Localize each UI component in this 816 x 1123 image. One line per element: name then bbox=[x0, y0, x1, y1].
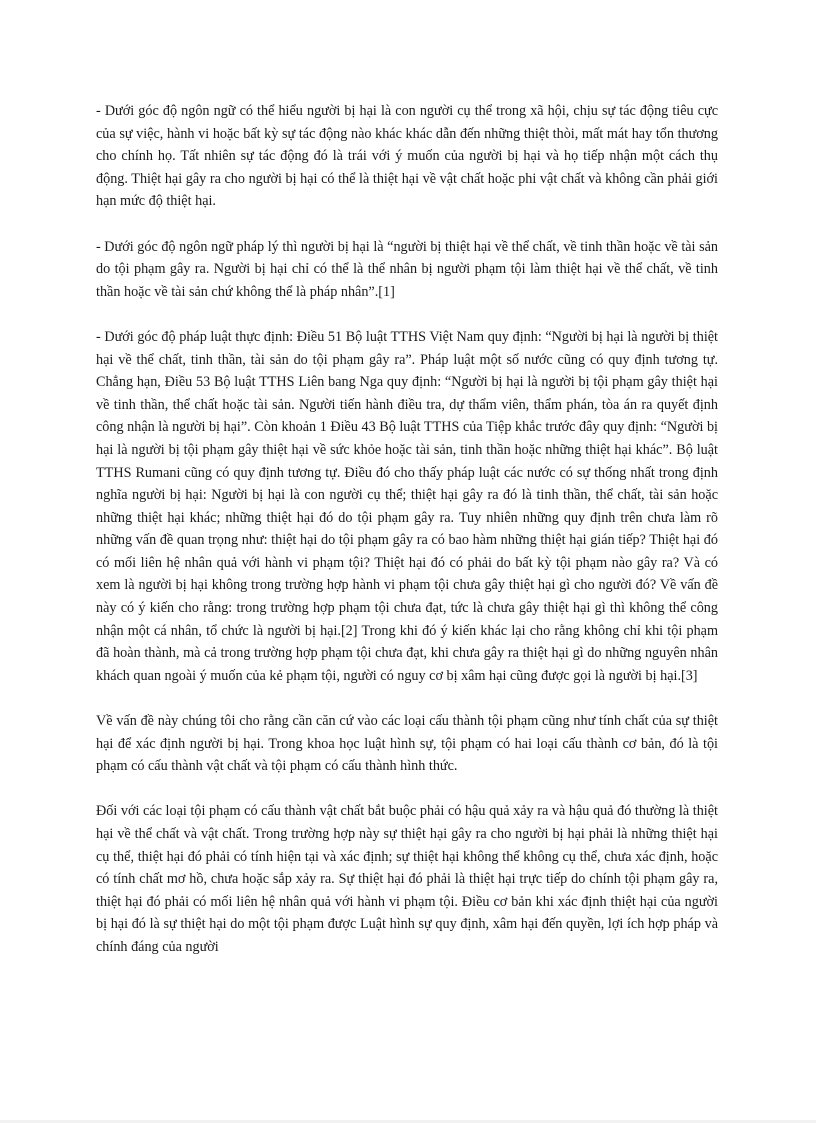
paragraph-material-crime: Đối với các loại tội phạm có cấu thành vật chất bắt buộc phải có hậu quả xảy ra và hậu quả đó thường là thiệt hại về thể chất và vật chất. Trong trường hợp này sự thiệt hại gây ra cho người bị hại phải là những thiệt hại cụ thể, thiệt hại đó phải có tính hiện tại và xác định; sự thiệt hại không thể không cụ thể, chưa xác định, hoặc có tính chất mơ hồ, chưa hoặc sắp xảy ra. Sự thiệt hại đó phải là thiệt hại trực tiếp do chính tội phạm gây ra, thiệt hại đó phải có mối liên hệ nhân quả với hành vi phạm tội. Điều cơ bản khi xác định thiệt hại của người bị hại đó là sự thiệt hại do một tội phạm được Luật hình sự quy định, xâm hại đến quyền, lợi ích hợp pháp và chính đáng của người bbox=[96, 803, 718, 955]
paragraph-author-opinion: Về vấn đề này chúng tôi cho rằng cần căn cứ vào các loại cấu thành tội phạm cũng như tính chất của sự thiệt hại để xác định người bị hại. Trong khoa học luật hình sự, tội phạm có hai loại cấu thành cơ bản, đó là tội phạm có cấu thành vật chất và tội phạm có cấu thành hình thức. bbox=[96, 713, 718, 775]
paragraph-positive-law-definition: - Dưới góc độ pháp luật thực định: Điều 51 Bộ luật TTHS Việt Nam quy định: “Người bị hại là người bị thiệt hại về thể chất, tinh thần, tài sản do tội phạm gây ra”. Pháp luật một số nước cũng có quy định tương tự. Chẳng hạn, Điều 53 Bộ luật TTHS Liên bang Nga quy định: “Người bị hại là người bị tội phạm gây thiệt hại về tinh thần, thể chất hoặc tài sản. Người tiến hành điều tra, dự thẩm viên, thẩm phán, tòa án ra quyết định công nhận là người bị hại”. Còn khoản 1 Điều 43 Bộ luật TTHS của Tiệp khắc trước đây quy định: “Người bị hại là người bị tội phạm gây thiệt hại về sức khỏe hoặc tài sản, tinh thần hoặc những thiệt hại khác”. Bộ luật TTHS Rumani cũng có quy định tương tự. Điều đó cho thấy pháp luật các nước có sự thống nhất trong định nghĩa người bị hại: Người bị hại là con người cụ thể; thiệt hại gây ra đó là tinh thần, thể chất, tài sản hoặc những thiệt hại khác; những thiệt hại đó do tội phạm gây ra. Tuy nhiên những quy định trên chưa làm rõ những vấn đề quan trọng như: thiệt hại do tội phạm gây ra có bao hàm những thiệt hại gián tiếp? Thiệt hại đó có mối liên hệ nhân quả với hành vi phạm tội? Thiệt hại đó có phải do bất kỳ tội phạm nào gây ra? Và có xem là người bị hại không trong trường hợp hành vi phạm tội chưa gây thiệt hại gì cho người đó? Về vấn đề này có ý kiến cho rằng: trong trường hợp phạm tội chưa đạt, tức là chưa gây thiệt hại gì thì không thể công nhận một cá nhân, tổ chức là người bị hại.[2] Trong khi đó ý kiến khác lại cho rằng không chỉ khi tội phạm đã hoàn thành, mà cả trong trường hợp phạm tội chưa đạt, khi chưa gây ra thiệt hại gì do những nguyên nhân khách quan ngoài ý muốn của kẻ phạm tội, người có nguy cơ bị xâm hại cũng được gọi là người bị hại.[3] bbox=[96, 328, 718, 684]
document-body bbox=[96, 100, 718, 981]
paragraph-legal-language-definition: - Dưới góc độ ngôn ngữ pháp lý thì người bị hại là “người bị thiệt hại về thể chất, về tinh thần hoặc về tài sản do tội phạm gây ra. Người bị hại chỉ có thể là thể nhân bị người phạm tội làm thiệt hại về thể chất, về tinh thần hoặc về tài sản chứ không thể là pháp nhân”.[1] bbox=[96, 238, 718, 300]
paragraph-language-definition: - Dưới góc độ ngôn ngữ có thể hiểu người bị hại là con người cụ thể trong xã hội, chịu sự tác động tiêu cực của sự việc, hành vi hoặc bất kỳ sự tác động nào khác khác dẫn đến những thiệt thòi, mất mát hay tổn thương cho chính họ. Tất nhiên sự tác động đó là trái với ý muốn của người bị hại và họ tiếp nhận một cách thụ động. Thiệt hại gây ra cho người bị hại có thể là thiệt hại về vật chất hoặc phi vật chất và không cần phải giới hạn mức độ thiệt hại. bbox=[96, 103, 718, 210]
